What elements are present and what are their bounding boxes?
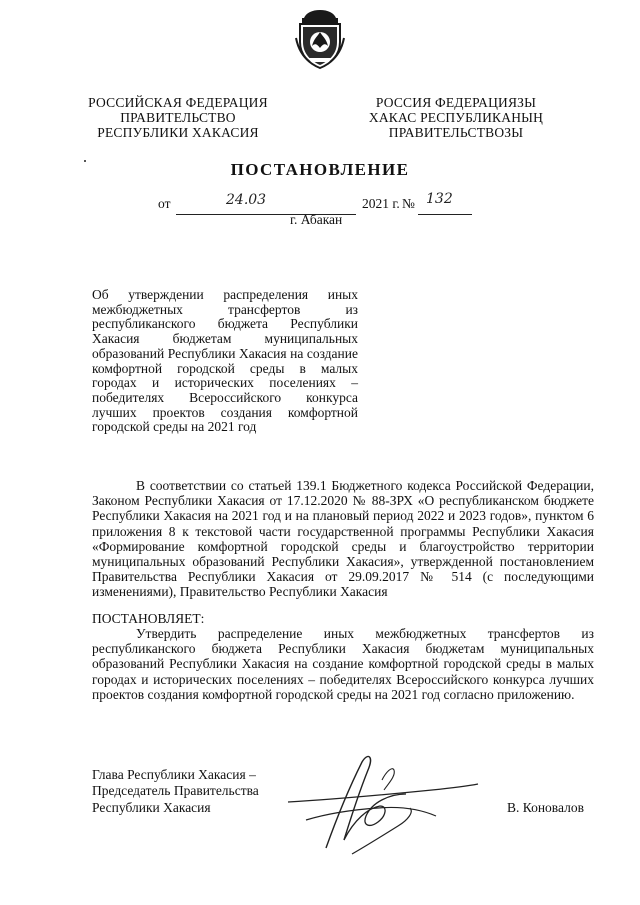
city: г. Абакан bbox=[290, 212, 343, 227]
handwritten-signature bbox=[282, 750, 482, 860]
date-prefix: от bbox=[158, 196, 171, 211]
header-right-line: ХАКАС РЕСПУБЛИКАНЫҢ bbox=[368, 110, 544, 125]
document-subject: Об утверждении распределения иных межбюджетных трансфертов из республиканского бюджета Республики Хакасия бюджетам муниципальных образований Республики Хакасия на создание комфортной городской среды в малых городах и исторических поселениях – победителях Всероссийского конкурса лучших проектов создания комфортной городской среды на 2021 год bbox=[92, 287, 358, 435]
header-left-line: РЕСПУБЛИКИ ХАКАСИЯ bbox=[97, 125, 259, 140]
signatory-position-line: Председатель Правительства bbox=[92, 783, 259, 799]
date-year: 2021 г. bbox=[362, 196, 400, 211]
header-right-line: ПРАВИТЕЛЬСТВОЗЫ bbox=[388, 125, 524, 140]
header-right-line: РОССИЯ ФЕДЕРАЦИЯЗЫ bbox=[375, 95, 537, 110]
resolves-word: ПОСТАНОВЛЯЕТ: bbox=[92, 611, 205, 626]
body-paragraph-2: Утвердить распределение иных межбюджетных трансфертов из республиканского бюджета Республики Хакасия бюджетам муниципальных образований Республики Хакасия на создание комфортной городской среды в малых городах и исторических поселениях – победителях Всероссийского конкурса лучших проектов создания комфортной городской среды на 2021 год согласно приложению. bbox=[92, 626, 594, 702]
header-left-line: РОССИЙСКАЯ ФЕДЕРАЦИЯ bbox=[88, 95, 268, 110]
signatory-position-line: Республики Хакасия bbox=[92, 799, 211, 815]
signatory-name: В. Коновалов bbox=[507, 800, 584, 815]
coat-of-arms-icon bbox=[294, 8, 346, 70]
handwritten-date: 24.03 bbox=[226, 192, 267, 208]
number-sign: № bbox=[402, 196, 415, 211]
handwritten-number: 132 bbox=[426, 191, 453, 207]
header-left-line: ПРАВИТЕЛЬСТВО bbox=[120, 110, 236, 125]
document-title: ПОСТАНОВЛЕНИЕ bbox=[230, 160, 410, 179]
body-paragraph-1: В соответствии со статьей 139.1 Бюджетного кодекса Российской Федерации, Законом Республики Хакасия от 17.12.2020 № 88-ЗРХ «О республиканском бюджете Республики Хакасия на 2021 год и на плановый период 2022 и 2023 годов», пунктом 6 приложения 8 к текстовой части государственной программы Республики Хакасия «Формирование комфортной городской среды и благоустройство территории муниципальных образований Республики Хакасия», утвержденной постановлением Правительства Республики Хакасия от 29.09.2017 № 514 (с последующими изменениями), Правительство Республики Хакасия bbox=[92, 478, 594, 600]
signatory-position bbox=[92, 767, 259, 816]
header-right bbox=[358, 95, 554, 140]
header-left bbox=[80, 95, 276, 140]
signatory-position-line: Глава Республики Хакасия – bbox=[92, 767, 256, 782]
